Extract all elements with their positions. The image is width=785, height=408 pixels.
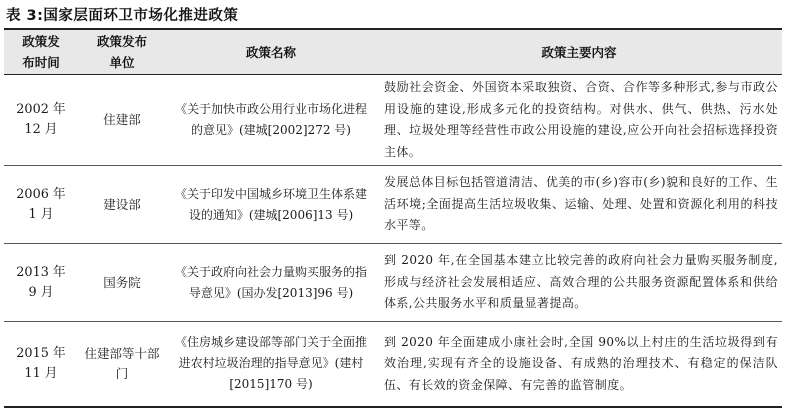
row-agency: 住建部等十部门 bbox=[78, 322, 166, 407]
row-policy-content: 到 2020 年,在全国基本建立比较完善的政府向社会力量购买服务制度,形成与经济社会发展相适应、高效合理的公共服务资源配置体系和供给体系,公共服务水平和质量显著提高。 bbox=[376, 244, 782, 322]
table-title: 表 3:国家层面环卫市场化推进政策 bbox=[6, 8, 239, 24]
row-agency: 国务院 bbox=[78, 244, 166, 322]
header-name: 政策名称 bbox=[166, 29, 376, 75]
row-policy-content: 鼓励社会资金、外国资本采取独资、合资、合作等多种形式,参与市政公用设施的建设,形成多元化的投资结构。对供水、供气、供热、污水处理、垃圾处理等经营性市政公用设施的建设,应公开向社会招标选择投资主体。 bbox=[376, 75, 782, 166]
row-agency: 住建部 bbox=[78, 75, 166, 166]
row-agency: 建设部 bbox=[78, 166, 166, 244]
row-date: 2002 年 12 月 bbox=[4, 75, 78, 166]
policy-table bbox=[4, 28, 782, 408]
table-row bbox=[4, 166, 782, 244]
header-content: 政策主要内容 bbox=[376, 29, 782, 75]
row-date: 2013 年 9 月 bbox=[4, 244, 78, 322]
table-row bbox=[4, 244, 782, 322]
row-policy-content: 发展总体目标包括管道清洁、优美的市(乡)容市(乡)貌和良好的工作、生活环境;全面提高生活垃圾收集、运输、处理、处置和资源化利用的科技水平等。 bbox=[376, 166, 782, 244]
row-policy-name: 《关于政府向社会力量购买服务的指导意见》(国办发[2013]96 号) bbox=[166, 244, 376, 322]
table-row bbox=[4, 322, 782, 407]
row-policy-name: 《关于加快市政公用行业市场化进程的意见》(建城[2002]272 号) bbox=[166, 75, 376, 166]
row-policy-name: 《住房城乡建设部等部门关于全面推进农村垃圾治理的指导意见》(建村[2015]170 号) bbox=[166, 322, 376, 407]
row-date: 2015 年 11 月 bbox=[4, 322, 78, 407]
header-row bbox=[4, 29, 782, 75]
table-row bbox=[4, 75, 782, 166]
header-date: 政策发 布时间 bbox=[4, 29, 78, 75]
row-policy-name: 《关于印发中国城乡环境卫生体系建设的通知》(建城[2006]13 号) bbox=[166, 166, 376, 244]
header-agency: 政策发布 单位 bbox=[78, 29, 166, 75]
row-policy-content: 到 2020 年全面建成小康社会时,全国 90%以上村庄的生活垃圾得到有效治理,实现有齐全的设施设备、有成熟的治理技术、有稳定的保洁队伍、有长效的资金保障、有完善的监管制度。 bbox=[376, 322, 782, 407]
row-date: 2006 年 1 月 bbox=[4, 166, 78, 244]
